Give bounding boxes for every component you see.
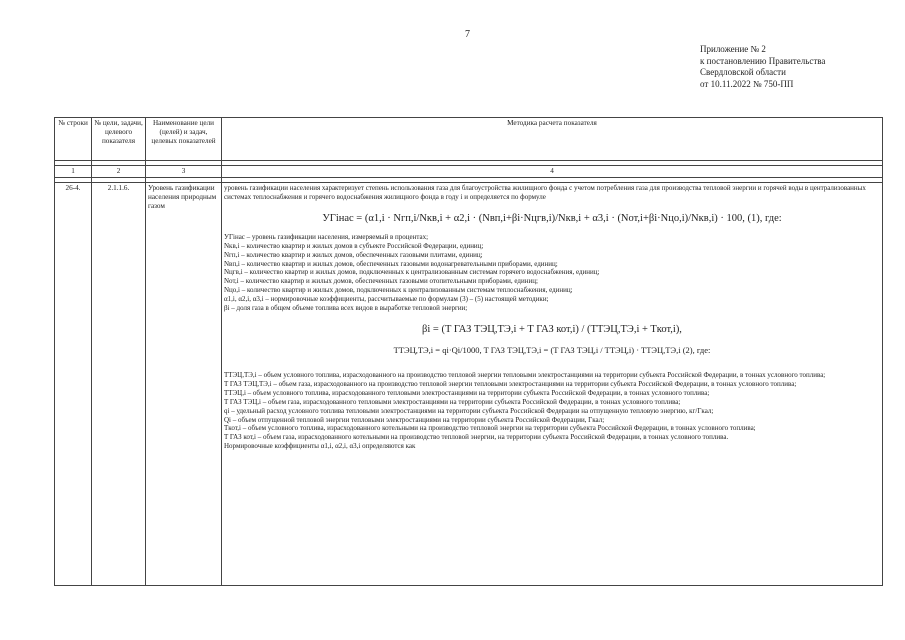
column-number: 2 — [92, 166, 146, 178]
definition-line: T ГАЗ ТЭЦ,ТЭ,i – объем газа, израсходованного на производство тепловой энергии тепловыми электростанциями на территории субъекта Российской Федерации, в тоннах условного топлива; — [224, 379, 797, 388]
definition-line: Nгп,i – количество квартир и жилых домов, обеспеченных газовыми плитами, единиц; — [224, 250, 483, 259]
appendix-line-3: Свердловской области — [700, 67, 786, 77]
definition-line: УГiнас – уровень газификации населения, измеряемый в процентах; — [224, 232, 429, 241]
definition-line: T ГАЗ кот,i – объем газа, израсходованного котельными на производство тепловой энергии, на территории субъекта Российской Федерации, в тоннах условного топлива. — [224, 433, 729, 442]
column-numbers-row — [55, 166, 883, 178]
definition-line: TТЭЦ,i – объем условного топлива, израсходованного тепловыми электростанциями на территории субъекта Российской Федерации, в тоннах условного топлива; — [224, 388, 710, 397]
definition-line: Nвп,i – количество квартир и жилых домов, обеспеченных газовыми водонагревательными приборами, единиц; — [224, 259, 558, 268]
table-row — [55, 183, 883, 586]
definition-line: Nкв,i – количество квартир и жилых домов в субъекте Российской Федерации, единиц; — [224, 241, 484, 250]
header-methodology: Методика расчета показателя — [222, 118, 883, 161]
definition-line: Nот,i – количество квартир и жилых домов, обеспеченных газовыми отопительными приборами, единиц; — [224, 277, 538, 286]
formula-1: УГiнас = (α1,i · Nгп,i/Nкв,i + α2,i · (Nвп,i+βi·Nцгв,i)/Nкв,i + α3,i · (Nот,i+βi·Nцо,i)/Nкв,i) · 100, (1), где: — [322, 212, 782, 224]
definition-line: Nцгв,i – количество квартир и жилых домов, подключенных к централизованным системам горячего водоснабжения, единиц; — [224, 268, 600, 277]
definition-line: α1,i, α2,i, α3,i – нормировочные коэффициенты, рассчитываемые по формулам (3) – (5) настоящей методики; — [224, 295, 549, 304]
table-header-row — [55, 118, 883, 161]
column-number: 3 — [146, 166, 222, 178]
definition-line: qi – удельный расход условного топлива тепловыми электростанциями на территории субъекта Российской Федерации на отпущенную тепловую энергию, кг/Гкал; — [224, 406, 714, 415]
definition-line: T ГАЗ ТЭЦ,i – объем газа, израсходованного тепловыми электростанциями на территории субъекта Российской Федерации, в тоннах условного топлива; — [224, 397, 681, 406]
appendix-line-1: Приложение № 2 — [700, 44, 766, 54]
column-number: 1 — [55, 166, 92, 178]
definition-line: Nцо,i – количество квартир и жилых домов, подключенных к централизованным системам теплоснабжения, единиц; — [224, 286, 573, 295]
header-row-number: № строки — [55, 118, 92, 161]
methodology-intro: уровень газификации населения характеризует степень использования газа для благоустройства жилищного фонда с учетом потребления газа для производства тепловой энергии и горячей воды в централизованных системах теплоснабжения и горячего водоснабжения жилищного фонда в году i и определяется по формуле — [224, 184, 866, 201]
formula-2a: βi = (T ГАЗ ТЭЦ,ТЭ,i + T ГАЗ кот,i) / (TТЭЦ,ТЭ,i + Tкот,i), — [422, 323, 682, 335]
definition-line: TТЭЦ,ТЭ,i – объем условного топлива, израсходованного на производство тепловой энергии тепловыми электростанциями на территории субъекта Российской Федерации, в тоннах условного топлива; — [224, 370, 826, 379]
row-indicator-name: Уровень газификации населения природным газом — [146, 183, 222, 586]
header-goal-name: Наименование цели (целей) и задач, целевых показателей — [146, 118, 222, 161]
definitions-list-1 — [224, 233, 880, 313]
appendix-line-2: к постановлению Правительства — [700, 55, 826, 66]
column-number: 4 — [222, 166, 883, 178]
header-goal-number: № цели, задачи, целевого показателя — [92, 118, 146, 161]
appendix-line-4: от 10.11.2022 № 750-ПП — [700, 78, 794, 89]
definition-line: Tкот,i – объем условного топлива, израсходованного котельными на производство тепловой энергии на территории субъекта Российской Федерации, в тоннах условного топлива; — [224, 424, 756, 433]
definitions-list-2 — [224, 371, 880, 451]
methodology-table — [54, 117, 883, 586]
row-line-number: 26-4. — [55, 183, 92, 586]
formula-2b: TТЭЦ,ТЭ,i = qi·Qi/1000, T ГАЗ ТЭЦ,ТЭ,i = (T ГАЗ ТЭЦ,i / TТЭЦ,i) · TТЭЦ,ТЭ,i (2), где: — [393, 344, 711, 355]
definition-line: βi – доля газа в общем объеме топлива всех видов в выработке тепловой энергии; — [224, 304, 468, 313]
definition-line: Qi – объем отпущенной тепловой энергии тепловыми электростанциями на территории субъекта Российской Федерации, Гкал; — [224, 415, 605, 424]
row-goal-number: 2.1.1.6. — [92, 183, 146, 586]
row-methodology — [222, 183, 883, 586]
page-number: 7 — [465, 29, 470, 40]
definition-line: Нормировочные коэффициенты α1,i, α2,i, α3,i определяются как — [224, 442, 416, 451]
appendix-header — [700, 44, 825, 90]
